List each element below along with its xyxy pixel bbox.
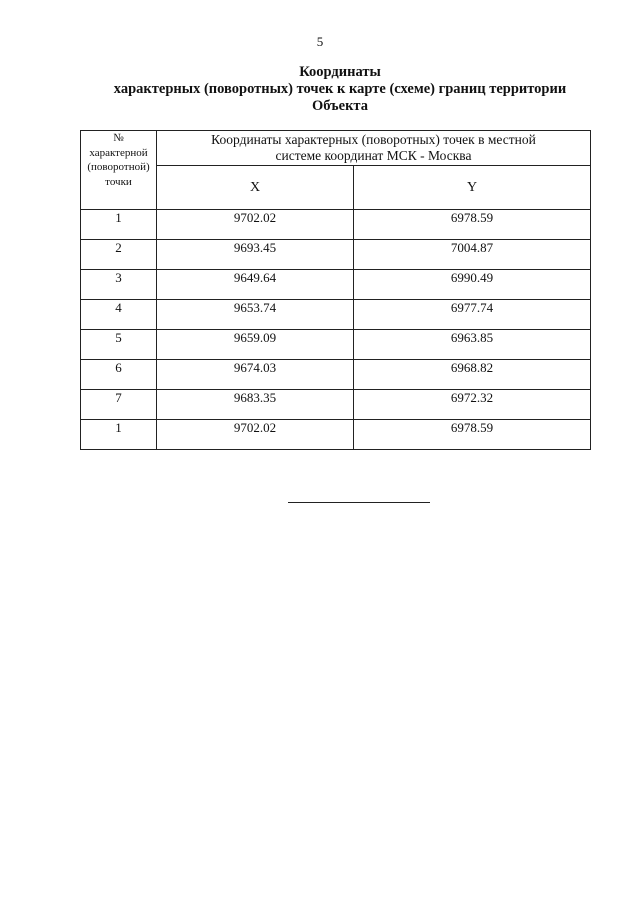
point-number-cell: 4 bbox=[81, 300, 157, 330]
table-row bbox=[81, 420, 591, 450]
y-coordinate-cell: 6972.32 bbox=[354, 390, 591, 420]
y-coordinate-cell: 6977.74 bbox=[354, 300, 591, 330]
table-row bbox=[81, 210, 591, 240]
signature-line bbox=[288, 502, 430, 503]
document-title bbox=[60, 64, 620, 115]
x-coordinate-cell: 9702.02 bbox=[157, 420, 354, 450]
x-coordinate-cell: 9693.45 bbox=[157, 240, 354, 270]
page-number: 5 bbox=[316, 34, 324, 49]
point-number-cell: 1 bbox=[81, 210, 157, 240]
point-number-cell: 7 bbox=[81, 390, 157, 420]
point-number-cell: 3 bbox=[81, 270, 157, 300]
point-number-cell: 2 bbox=[81, 240, 157, 270]
y-coordinate-cell: 6968.82 bbox=[354, 360, 591, 390]
table-row bbox=[81, 330, 591, 360]
y-coordinate-cell: 7004.87 bbox=[354, 240, 591, 270]
y-coordinate-cell: 6978.59 bbox=[354, 210, 591, 240]
point-number-header: № характерной (поворотной) точки bbox=[81, 131, 157, 210]
x-column-header: X bbox=[157, 166, 354, 210]
x-coordinate-cell: 9702.02 bbox=[157, 210, 354, 240]
y-column-header: Y bbox=[354, 166, 591, 210]
y-coordinate-cell: 6963.85 bbox=[354, 330, 591, 360]
table-row bbox=[81, 270, 591, 300]
x-coordinate-cell: 9653.74 bbox=[157, 300, 354, 330]
table-row bbox=[81, 300, 591, 330]
y-coordinate-cell: 6990.49 bbox=[354, 270, 591, 300]
point-number-cell: 5 bbox=[81, 330, 157, 360]
title-line-3: Объекта bbox=[312, 98, 368, 114]
title-line-1: Координаты bbox=[299, 64, 381, 80]
table-row bbox=[81, 240, 591, 270]
x-coordinate-cell: 9674.03 bbox=[157, 360, 354, 390]
x-coordinate-cell: 9659.09 bbox=[157, 330, 354, 360]
x-coordinate-cell: 9683.35 bbox=[157, 390, 354, 420]
point-number-cell: 6 bbox=[81, 360, 157, 390]
point-number-cell: 1 bbox=[81, 420, 157, 450]
title-line-2: характерных (поворотных) точек к карте (схеме) границ территории bbox=[113, 81, 567, 97]
x-coordinate-cell: 9649.64 bbox=[157, 270, 354, 300]
table-row bbox=[81, 360, 591, 390]
table-row bbox=[81, 390, 591, 420]
coordinates-group-header: Координаты характерных (поворотных) точек в местной системе координат МСК - Москва bbox=[157, 131, 591, 166]
y-coordinate-cell: 6978.59 bbox=[354, 420, 591, 450]
coordinates-table bbox=[80, 130, 591, 450]
